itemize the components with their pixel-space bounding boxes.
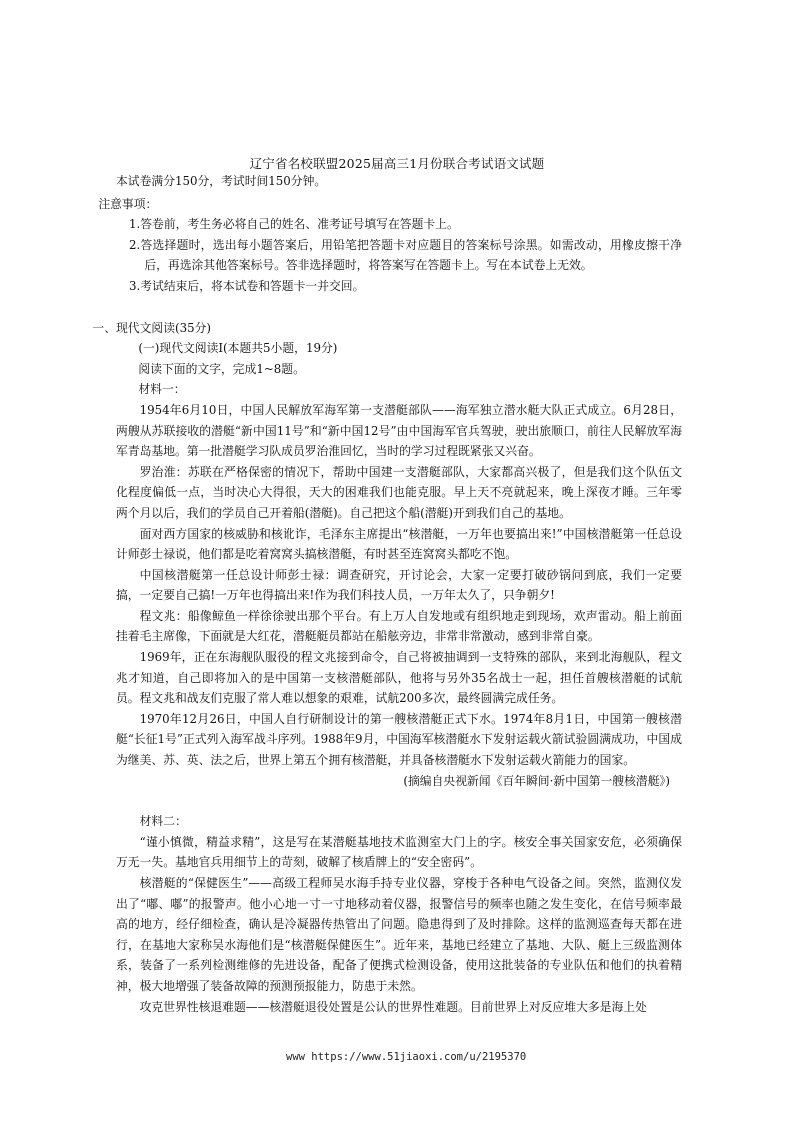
material-1-paragraph: 1970年12月26日，中国人自行研制设计的第一艘核潜艇正式下水。1974年8月1日，中国第一艘核潜艇“长征1号”正式列入海军战斗序列。1988年9月，中国海军核潜艇水下发射运载火箭试验圆满成功，中国成为继美、苏、英、法之后，世界上第五个拥有核潜艇，并具备核潜艇水下发射运载火箭能力的国家。 [116, 711, 682, 768]
page-title: 辽宁省名校联盟2025届高三1月份联合考试语文试题 [249, 156, 545, 171]
score-note: 本试卷满分150分，考试时间150分钟。 [116, 174, 327, 188]
material-1-paragraph: 罗治淮：苏联在严格保密的情况下，帮助中国建一支潜艇部队，大家都高兴极了，但是我们这个队伍文化程度偏低一点，当时决心大得很，天大的困难我们也能克服。早上天不亮就起来，晚上深夜才睡。三年零两个月以后，我们的学员自己开着船(潜艇)。自己把这个船(潜艇)开到我们自己的基地。 [116, 464, 682, 520]
section-heading: 一、现代文阅读(35分) [92, 320, 211, 335]
material-2-paragraph: 攻克世界性核退难题——核潜艇退役处置是公认的世界性难题。目前世界上对反应堆大多是海上处 [139, 999, 647, 1014]
document-body [92, 171, 682, 1017]
notice-heading: 注意事项： [98, 196, 158, 211]
notice-item-2: 2.答选择题时，选出每小题答案后，用铅笔把答题卡对应题目的答案标号涂黑。如需改动，用橡皮擦干净后，再选涂其他答案标号。答非选择题时，将答案写在答题卡上。写在本试卷上无效。 [128, 237, 682, 273]
material-1-paragraph: 程文兆：船像鲸鱼一样徐徐驶出那个平台。有上万人自发地或有组织地走到现场，欢声雷动。船上前面挂着毛主席像，下面就是大红花，潜艇艇员都站在船舷旁边，非常非常激动，感到非常自豪。 [116, 608, 682, 644]
material-1-label: 材料一： [138, 382, 186, 397]
sub-section-heading: (一)现代文阅读Ⅰ(本题共5小题，19分) [138, 341, 338, 356]
material-2-paragraph: “谨小慎微，精益求精”，这是写在某潜艇基地技术监测室大门上的字。核安全事关国家安危，必须确保万无一失。基地官兵用细节上的苛刻，破解了核盾牌上的“安全密码”。 [116, 834, 682, 870]
material-1-paragraph: 中国核潜艇第一任总设计师彭士禄：调查研究，开讨论会，大家一定要打破砂锅问到底，我们一定要搞，一定要自己搞!一万年也得搞出来!作为我们科技人员，一万年太久了，只争朝夕! [116, 567, 682, 603]
notice-item-3: 3.考试结束后，将本试卷和答题卡一并交回。 [128, 278, 365, 293]
material-1-source: (摘编自央视新闻《百年瞬间·新中国第一艘核潜艇》) [403, 773, 670, 788]
material-2-paragraph: 核潜艇的“保健医生”——高级工程师吴水海手持专业仪器，穿梭于各种电气设备之间。突然，监测仪发出了“嘟、嘟”的报警声。他小心地一寸一寸地移动着仪器，报警信号的频率也随之发生变化，在信号频率最高的地方，经仔细检查，确认是冷凝器传热管出了问题。隐患得到了及时排除。这样的监测巡查每天都在进行，在基地大家称吴水海他们是“核潜艇保健医生”。近年来，基地已经建立了基地、大队、艇上三级监测体系，装备了一系列检测维修的先进设备，配备了便携式检测设备，使用这批装备的专业队伍和他们的执着精神，极大地增强了装备故障的预测预报能力，防患于未然。 [116, 876, 682, 993]
reading-instruction: 阅读下面的文字，完成1~8题。 [138, 361, 305, 376]
material-1-paragraph: 1954年6月10日，中国人民解放军海军第一支潜艇部队——海军独立潜水艇大队正式成立。6月28日，两艘从苏联接收的潜艇“新中国11号”和“新中国12号”由中国海军官兵驾驶，驶出旅顺口，前往人民解放军海军青岛基地。第一批潜艇学习队成员罗治淮回忆，当时的学习过程既紧张又兴奋。 [116, 402, 682, 459]
material-1-paragraph: 1969年，正在东海舰队服役的程文兆接到命令，自己将被抽调到一支特殊的部队，来到北海舰队，程文兆才知道，自己即将加入的是中国第一支核潜艇部队，他将与另外35名战士一起，担任首艘核潜艇的试航员。程文兆和战友们克服了常人难以想象的艰难，试航200多次，最终圆满完成任务。 [116, 650, 682, 706]
notice-item-1: 1.答卷前，考生务必将自己的姓名、准考证号填写在答题卡上。 [128, 217, 459, 232]
spacer [116, 791, 682, 811]
material-2-label: 材料二： [139, 814, 187, 829]
material-1-paragraph: 面对西方国家的核威胁和核讹诈，毛泽东主席提出“核潜艇，一万年也要搞出来!”中国核潜艇第一任总设计师彭士禄说，他们都是吃着窝窝头搞核潜艇，有时甚至连窝窝头都吃不饱。 [116, 526, 682, 562]
footer-url[interactable]: www https://www.51jiaoxi.com/u/2195370 [286, 1051, 527, 1063]
